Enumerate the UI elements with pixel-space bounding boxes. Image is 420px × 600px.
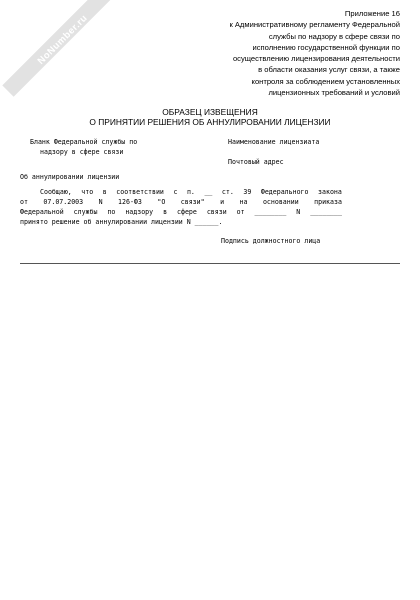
document-subtitle: О ПРИНЯТИИ РЕШЕНИЯ ОБ АННУЛИРОВАНИИ ЛИЦЕНЗИИ (89, 117, 331, 127)
signature-label: Подпись должностного лица (221, 237, 321, 245)
body-word: с (173, 188, 178, 196)
watermark-text: NoNumber.ru (35, 12, 90, 67)
body-word: по (107, 208, 116, 216)
sender-block (30, 137, 137, 157)
divider-line (20, 263, 400, 264)
appendix-line: к Административному регламенту Федеральной (229, 20, 400, 30)
body-word: надзору (125, 208, 154, 216)
appendix-line: в области оказания услуг связи, а также (258, 65, 400, 75)
body-word: соответствии (116, 188, 164, 196)
sender-line: надзору в сфере связи (40, 148, 124, 156)
subject-line: Об аннулировании лицензии (20, 173, 120, 181)
body-word: от (20, 198, 28, 206)
body-word: связи" (180, 198, 205, 206)
appendix-line: службы по надзору в сфере связи по (268, 31, 400, 41)
appendix-line: лицензионных требований и условий (268, 88, 400, 98)
body-word: связи (206, 208, 227, 216)
body-word: на (239, 198, 248, 206)
body-word: __ (204, 188, 213, 196)
body-word: N (98, 198, 103, 206)
watermark-banner (2, 0, 119, 97)
recipient-name: Наименование лицензиата (228, 138, 320, 146)
appendix-line: исполнению государственной функции по (252, 42, 400, 52)
body-word: что (81, 188, 94, 196)
body-word: "О (157, 198, 166, 206)
body-word: в (102, 188, 107, 196)
appendix-line: осуществлению лицензирования деятельности (232, 54, 400, 64)
body-word: основании (262, 198, 299, 206)
body-word: 126-ФЗ (118, 198, 142, 206)
postal-address: Почтовый адрес (228, 158, 284, 166)
body-word: ст. (221, 188, 234, 196)
body-word: и (220, 198, 225, 206)
body-line: принято решение об аннулировании лицензии N ______. (20, 218, 223, 226)
body-line (20, 187, 342, 197)
body-word: 07.07.2003 (43, 198, 84, 206)
appendix-reference (200, 8, 400, 98)
sender-line: Бланк Федеральной службы по (30, 138, 138, 146)
body-word: службы (73, 208, 98, 216)
body-word: 39 (243, 188, 252, 196)
body-word: сфере (177, 208, 197, 216)
body-word: ________ (310, 208, 342, 216)
body-word: Федерального (260, 188, 309, 196)
notice-body (20, 187, 342, 227)
body-word: от (236, 208, 245, 216)
body-word: Сообщаю, (40, 188, 72, 196)
document-title: ОБРАЗЕЦ ИЗВЕЩЕНИЯ (162, 107, 258, 117)
body-word: N (296, 208, 301, 216)
body-word: п. (186, 188, 195, 196)
body-word: ________ (254, 208, 287, 216)
appendix-line: Приложение 16 (344, 9, 400, 18)
body-line (20, 197, 342, 207)
body-word: в (163, 208, 168, 216)
body-line (20, 207, 342, 217)
appendix-line: контроля за соблюдением установленных (251, 76, 400, 86)
body-word: Федеральной (20, 208, 64, 216)
body-word: приказа (314, 198, 342, 206)
body-word: закона (318, 188, 342, 196)
